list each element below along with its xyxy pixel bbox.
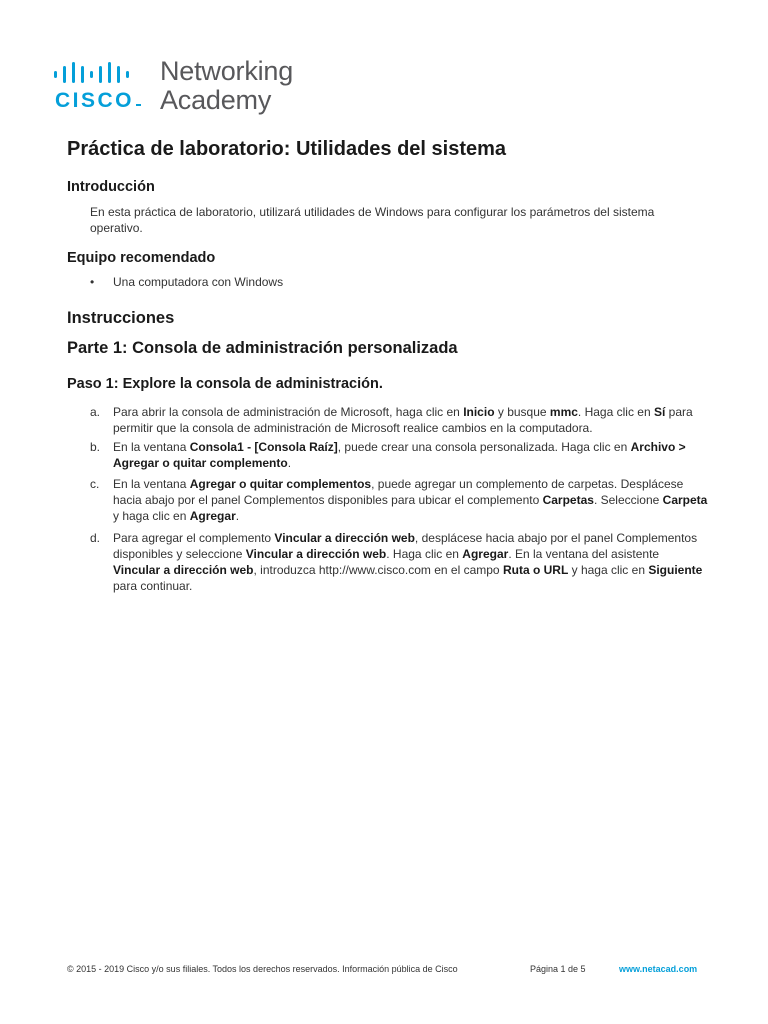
- cisco-networking-academy-logo: [54, 58, 314, 118]
- cisco-bars-icon: [54, 60, 150, 84]
- step-text: [113, 404, 708, 436]
- step-bold-term: Consola1 - [Consola Raíz]: [189, 440, 338, 454]
- footer-link[interactable]: www.netacad.com: [619, 964, 698, 974]
- step-bold-term: Vincular a dirección web: [274, 531, 415, 545]
- logo-networking-text: Networking: [160, 56, 294, 86]
- step-text: [113, 530, 708, 594]
- step-text-run: En la ventana: [113, 477, 190, 491]
- step-text-run: y haga clic en: [568, 563, 649, 577]
- step-text-run: , puede agregar un complemento de carpetas. Desplácese hacia abajo por el panel Complementos disponibles para ubicar el complemento: [113, 477, 684, 507]
- step-text-run: . En la ventana del asistente: [508, 547, 660, 561]
- step-letter: d.: [90, 531, 101, 545]
- step-text-run: Para abrir la consola de administración de Microsoft, haga clic en: [113, 405, 464, 419]
- step-text-run: En la ventana: [113, 440, 190, 454]
- step-text-run: y busque: [494, 405, 550, 419]
- step-bold-term: Sí: [653, 405, 666, 419]
- equipment-heading: Equipo recomendado: [67, 250, 216, 266]
- step-text-run: . Haga clic en: [577, 405, 654, 419]
- logo-academy-text: Academy: [160, 85, 272, 115]
- step-text-run: .: [287, 456, 292, 470]
- footer-page-number: Página 1 de 5: [530, 964, 586, 974]
- step-bold-term: Agregar: [189, 509, 236, 523]
- step-bold-term: Archivo > Agregar o quitar complemento: [113, 440, 686, 470]
- step-text-run: , introduzca http://www.cisco.com en el campo: [253, 563, 503, 577]
- step-bold-term: Agregar o quitar complementos: [189, 477, 372, 491]
- step-bold-term: Ruta o URL: [502, 563, 569, 577]
- step-text-run: para continuar.: [113, 579, 193, 593]
- instructions-heading: Instrucciones: [67, 309, 175, 327]
- part1-heading: Parte 1: Consola de administración personalizada: [67, 339, 458, 357]
- step-bold-term: Carpeta: [662, 493, 708, 507]
- step-bold-term: Siguiente: [648, 563, 703, 577]
- cisco-wordmark: CISCO: [55, 89, 141, 113]
- intro-text: En esta práctica de laboratorio, utilizará utilidades de Windows para configurar los parámetros del sistema operativo.: [90, 205, 655, 235]
- step-text-run: , puede crear una consola personalizada. Haga clic en: [337, 440, 631, 454]
- step-text: [113, 476, 708, 524]
- step1-heading: Paso 1: Explore la consola de administración.: [67, 376, 383, 392]
- step-text-run: . Seleccione: [593, 493, 663, 507]
- step-text-run: , desplácese hacia abajo por el panel Complementos disponibles y seleccione: [113, 531, 698, 561]
- step-text-run: para permitir que la consola de administración de Microsoft realice cambios en la computadora.: [113, 405, 693, 435]
- step-bold-term: Vincular a dirección web: [113, 563, 254, 577]
- equipment-item: Una computadora con Windows: [113, 275, 284, 289]
- step-bold-term: Agregar: [462, 547, 509, 561]
- step-text-run: . Haga clic en: [386, 547, 463, 561]
- step-letter: b.: [90, 440, 101, 454]
- footer-copyright: © 2015 - 2019 Cisco y/o sus filiales. Todos los derechos reservados. Información pública de Cisco: [67, 964, 458, 974]
- step-text: [113, 439, 708, 471]
- step-text-run: .: [235, 509, 240, 523]
- intro-heading: Introducción: [67, 179, 155, 195]
- step-text-run: y haga clic en: [113, 509, 190, 523]
- step-bold-term: mmc: [549, 405, 578, 419]
- step-letter: a.: [90, 405, 101, 419]
- step-bold-term: Carpetas: [542, 493, 594, 507]
- step-bold-term: Inicio: [463, 405, 495, 419]
- step-bold-term: Vincular a dirección web: [245, 547, 387, 561]
- step-letter: c.: [90, 477, 100, 491]
- step-text-run: Para agregar el complemento: [113, 531, 275, 545]
- bullet-icon: •: [90, 275, 95, 289]
- page-title: Práctica de laboratorio: Utilidades del sistema: [67, 138, 507, 160]
